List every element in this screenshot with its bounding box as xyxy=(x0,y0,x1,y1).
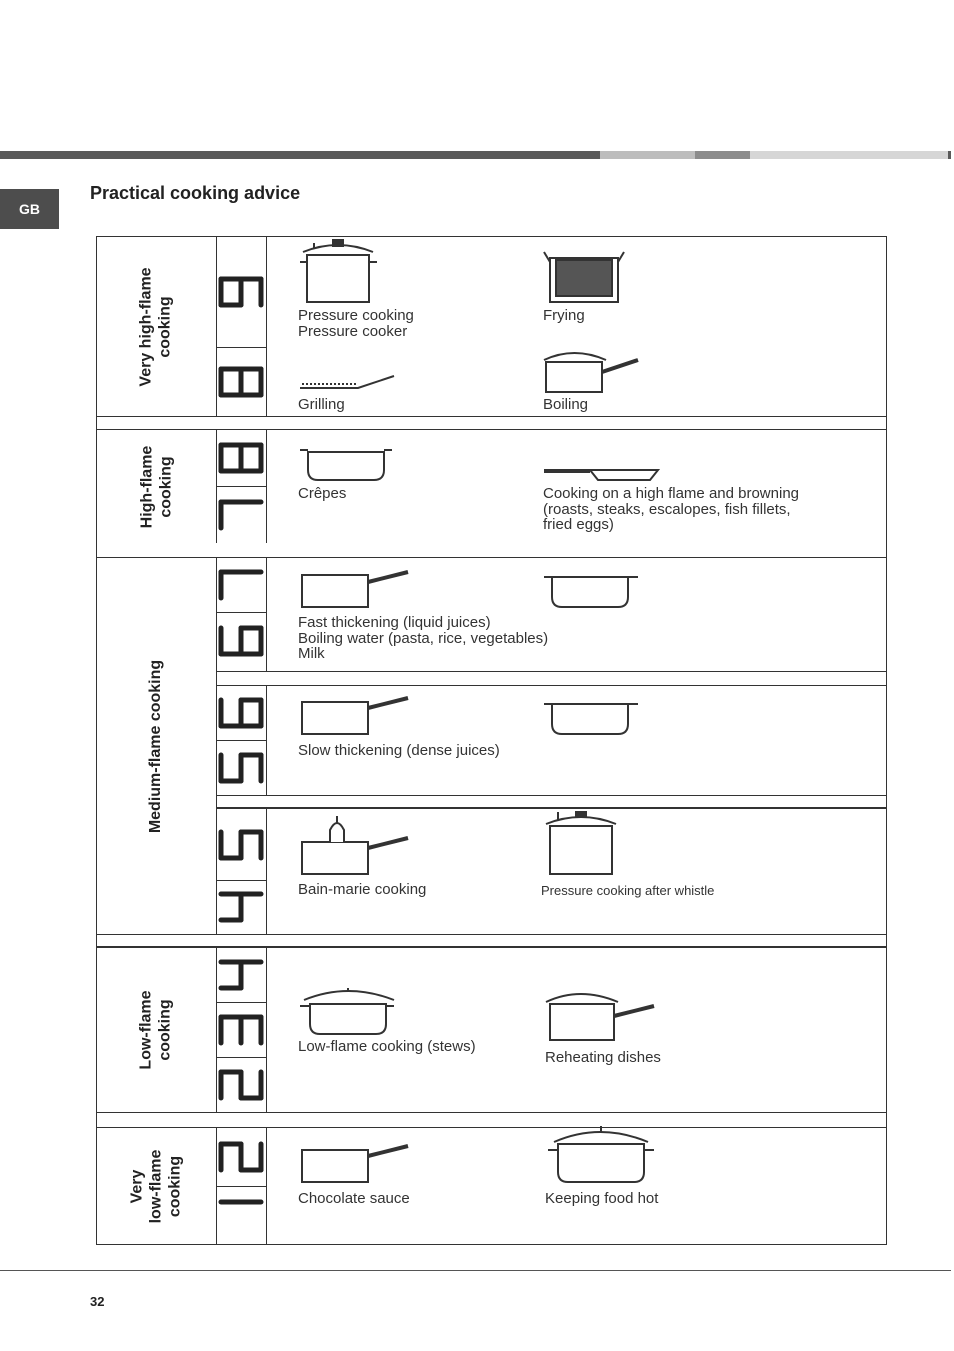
label-slow-thickening: Slow thickening (dense juices) xyxy=(298,742,500,759)
label-after-whistle: Pressure cooking after whistle xyxy=(541,883,715,898)
label-pressure-cooking: Pressure cooking Pressure cooker xyxy=(298,307,414,340)
label-fast-thickening: Fast thickening (liquid juices) Boiling water (pasta, rice, vegetables) Milk xyxy=(298,614,549,662)
label-bain-marie: Bain-marie cooking xyxy=(298,881,427,898)
label-frying: Frying xyxy=(543,307,585,324)
label-reheating: Reheating dishes xyxy=(545,1049,661,1066)
label-chocolate: Chocolate sauce xyxy=(298,1190,410,1207)
header-bar-pale xyxy=(750,151,948,159)
footer-rule xyxy=(0,1270,951,1271)
region-tab: GB xyxy=(0,189,59,229)
label-browning: Cooking on a high flame and browning (roasts, steaks, escalopes, fish fillets, fried eggs) xyxy=(543,485,800,533)
label-stews: Low-flame cooking (stews) xyxy=(298,1038,476,1055)
header-bar-end xyxy=(948,151,951,159)
page-title: Practical cooking advice xyxy=(90,183,301,203)
header-bar-mid xyxy=(695,151,750,159)
category-high: High-flame cooking xyxy=(137,445,174,528)
label-boiling: Boiling xyxy=(543,396,589,413)
category-very-low: Very low-flame cooking xyxy=(128,1149,184,1223)
category-low: Low-flame cooking xyxy=(138,990,174,1070)
category-very-high: Very high-flame cooking xyxy=(138,266,174,387)
category-medium: Medium-flame cooking xyxy=(147,659,165,833)
page-number: 32 xyxy=(90,1294,105,1309)
label-crepes: Crêpes xyxy=(298,485,347,502)
label-grilling: Grilling xyxy=(298,396,345,413)
header-bar-dark xyxy=(0,151,600,159)
header-bar-light xyxy=(600,151,695,159)
label-keeping-hot: Keeping food hot xyxy=(545,1190,659,1207)
